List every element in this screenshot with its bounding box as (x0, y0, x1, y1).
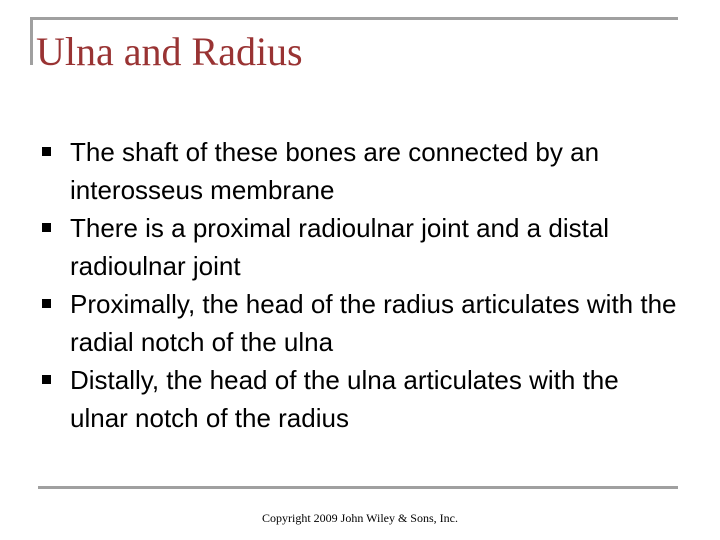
square-bullet-icon (42, 375, 51, 384)
bullet-item (40, 285, 680, 361)
title-rule-top (30, 17, 678, 20)
bullet-list (40, 133, 680, 437)
bullet-text: Distally, the head of the ulna articulates with the ulnar notch of the radius (70, 365, 619, 433)
square-bullet-icon (42, 299, 51, 308)
square-bullet-icon (42, 147, 51, 156)
footer-copyright: Copyright 2009 John Wiley & Sons, Inc. (262, 511, 458, 525)
bullet-text: There is a proximal radioulnar joint and a distal radioulnar joint (70, 213, 610, 281)
footer-rule (38, 486, 678, 489)
title-rule-left (30, 17, 33, 65)
bullet-item (40, 133, 680, 209)
bullet-text: Proximally, the head of the radius articulates with the radial notch of the ulna (70, 289, 677, 357)
bullet-item (40, 209, 680, 285)
bullet-text: The shaft of these bones are connected by an interosseus membrane (70, 137, 600, 205)
bullet-item (40, 361, 680, 437)
square-bullet-icon (42, 223, 51, 232)
slide-title: Ulna and Radius (36, 29, 303, 74)
